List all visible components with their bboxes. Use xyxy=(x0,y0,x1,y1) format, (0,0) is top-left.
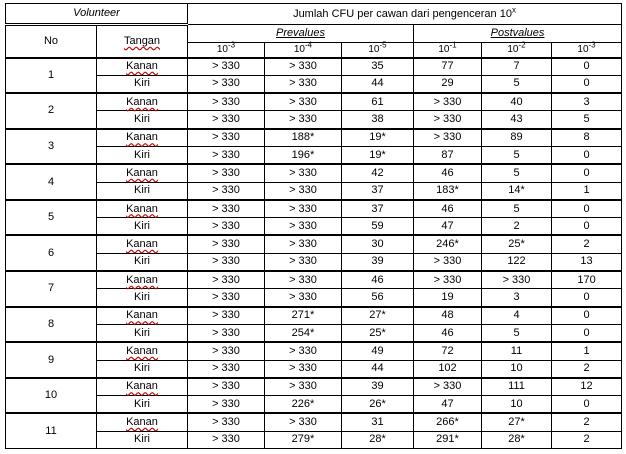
cfu-value: 72 xyxy=(414,342,482,360)
cfu-value: > 330 xyxy=(188,129,265,147)
cfu-value: 196* xyxy=(265,146,342,164)
hand-cell: Kanan xyxy=(97,235,188,253)
cfu-value: > 330 xyxy=(188,360,265,378)
cfu-value: > 330 xyxy=(265,378,342,396)
cfu-value: > 330 xyxy=(188,253,265,271)
table-row xyxy=(6,182,622,200)
cfu-value: 44 xyxy=(342,75,414,93)
volunteer-number: 3 xyxy=(6,129,97,165)
table-row xyxy=(6,307,622,325)
volunteer-number: 6 xyxy=(6,235,97,271)
cfu-value: > 330 xyxy=(265,342,342,360)
volunteer-header: Volunteer xyxy=(6,4,188,25)
hand-cell: Kiri xyxy=(97,218,188,236)
cfu-value: > 330 xyxy=(188,182,265,200)
cfu-value: 46 xyxy=(414,200,482,218)
cfu-value: 111 xyxy=(482,378,552,396)
hand-cell: Kiri xyxy=(97,146,188,164)
volunteer-number: 9 xyxy=(6,342,97,378)
cfu-value: > 330 xyxy=(265,271,342,289)
cfu-value: 14* xyxy=(482,182,552,200)
cfu-value: > 330 xyxy=(265,253,342,271)
hand-cell: Kiri xyxy=(97,111,188,129)
dilution-base: 10 xyxy=(577,44,589,56)
dilution-base: 10 xyxy=(507,44,519,56)
cfu-value: > 330 xyxy=(265,164,342,182)
cfu-value: 44 xyxy=(342,360,414,378)
volunteer-number: 5 xyxy=(6,200,97,236)
table-row xyxy=(6,413,622,431)
hand-cell: Kanan xyxy=(97,342,188,360)
cfu-value: > 330 xyxy=(188,200,265,218)
cfu-value: > 330 xyxy=(414,253,482,271)
cfu-value: > 330 xyxy=(265,413,342,431)
hand-cell: Kiri xyxy=(97,289,188,307)
hand-cell: Kanan xyxy=(97,164,188,182)
table-row xyxy=(6,431,622,448)
cfu-value: 1 xyxy=(552,342,622,360)
volunteer-number: 11 xyxy=(6,413,97,448)
cfu-value: 291* xyxy=(414,431,482,448)
table-header xyxy=(6,4,622,58)
cfu-value: 49 xyxy=(342,342,414,360)
cfu-value: > 330 xyxy=(265,289,342,307)
volunteer-number: 2 xyxy=(6,93,97,129)
cfu-value: > 330 xyxy=(414,378,482,396)
table-row xyxy=(6,58,622,76)
cfu-value: 19* xyxy=(342,129,414,147)
cfu-value: 59 xyxy=(342,218,414,236)
table-row xyxy=(6,396,622,414)
dilution-exponent: -1 xyxy=(449,40,457,50)
cfu-value: 254* xyxy=(265,324,342,342)
hand-cell: Kiri xyxy=(97,182,188,200)
cfu-value: > 330 xyxy=(265,75,342,93)
cfu-value: 10 xyxy=(482,396,552,414)
cfu-value: 43 xyxy=(482,111,552,129)
table-row xyxy=(6,342,622,360)
table-row xyxy=(6,111,622,129)
hand-cell: Kanan xyxy=(97,129,188,147)
dilution-exponent: -4 xyxy=(305,40,313,50)
cfu-value: 89 xyxy=(482,129,552,147)
table-row xyxy=(6,129,622,147)
hand-cell: Kiri xyxy=(97,396,188,414)
hand-cell: Kiri xyxy=(97,431,188,448)
dilution-base: 10 xyxy=(438,44,450,56)
cfu-value: > 330 xyxy=(188,75,265,93)
cfu-value: 27* xyxy=(342,307,414,325)
dilution-header xyxy=(414,40,482,58)
cfu-value: 102 xyxy=(414,360,482,378)
cfu-value: 19 xyxy=(414,289,482,307)
table-row xyxy=(6,218,622,236)
cfu-value: 47 xyxy=(414,218,482,236)
cfu-value: 0 xyxy=(552,75,622,93)
cfu-value: 122 xyxy=(482,253,552,271)
cfu-value: 13 xyxy=(552,253,622,271)
cfu-value: > 330 xyxy=(188,289,265,307)
cfu-value: > 330 xyxy=(188,342,265,360)
cfu-value: 38 xyxy=(342,111,414,129)
cfu-value: 5 xyxy=(482,324,552,342)
dilution-exponent: -5 xyxy=(379,40,387,50)
cfu-value: 27* xyxy=(482,413,552,431)
cfu-value: 46 xyxy=(414,164,482,182)
cfu-value: 0 xyxy=(552,324,622,342)
cfu-value: > 330 xyxy=(265,235,342,253)
cfu-value: 188* xyxy=(265,129,342,147)
cfu-value: 5 xyxy=(482,200,552,218)
cfu-value: 39 xyxy=(342,253,414,271)
cfu-value: > 330 xyxy=(265,93,342,111)
dilution-base: 10 xyxy=(293,44,305,56)
cfu-value: > 330 xyxy=(414,93,482,111)
volunteer-number: 1 xyxy=(6,58,97,94)
cfu-value: 31 xyxy=(342,413,414,431)
hand-cell: Kanan xyxy=(97,307,188,325)
cfu-value: 39 xyxy=(342,378,414,396)
hand-cell: Kiri xyxy=(97,253,188,271)
cfu-value: 48 xyxy=(414,307,482,325)
cfu-value: > 330 xyxy=(265,182,342,200)
cfu-value: > 330 xyxy=(188,93,265,111)
dilution-exponent: -3 xyxy=(228,40,236,50)
cfu-value: 5 xyxy=(552,111,622,129)
volunteer-number: 8 xyxy=(6,307,97,343)
table-row xyxy=(6,271,622,289)
dilution-header xyxy=(265,40,342,58)
cfu-value: > 330 xyxy=(188,307,265,325)
cfu-value: 0 xyxy=(552,200,622,218)
dilution-exponent: -2 xyxy=(518,40,526,50)
volunteer-number: 7 xyxy=(6,271,97,307)
cfu-value: 87 xyxy=(414,146,482,164)
cfu-value: 3 xyxy=(482,289,552,307)
cfu-value: 0 xyxy=(552,146,622,164)
table-row xyxy=(6,360,622,378)
cfu-value: 5 xyxy=(482,146,552,164)
table-row xyxy=(6,164,622,182)
cfu-value: 2 xyxy=(552,235,622,253)
volunteer-number: 10 xyxy=(6,378,97,414)
postvalues-header: Postvalues xyxy=(414,25,622,43)
cfu-value: 8 xyxy=(552,129,622,147)
cfu-value: > 330 xyxy=(414,111,482,129)
cfu-value: 7 xyxy=(482,58,552,76)
cfu-value: > 330 xyxy=(265,200,342,218)
cfu-value: 47 xyxy=(414,396,482,414)
cfu-value: 1 xyxy=(552,182,622,200)
cfu-value: > 330 xyxy=(188,271,265,289)
table-body xyxy=(6,58,622,449)
cfu-value: 0 xyxy=(552,396,622,414)
cfu-value: > 330 xyxy=(188,164,265,182)
cfu-value: 19* xyxy=(342,146,414,164)
hand-cell: Kiri xyxy=(97,75,188,93)
hand-cell: Kanan xyxy=(97,271,188,289)
hand-cell: Kanan xyxy=(97,93,188,111)
cfu-value: 5 xyxy=(482,164,552,182)
cfu-value: 12 xyxy=(552,378,622,396)
cfu-value: 183* xyxy=(414,182,482,200)
cfu-value: > 330 xyxy=(188,218,265,236)
cfu-value: 30 xyxy=(342,235,414,253)
cfu-value: 37 xyxy=(342,200,414,218)
cfu-value: 3 xyxy=(552,93,622,111)
cfu-value: 61 xyxy=(342,93,414,111)
dilution-exponent: -3 xyxy=(588,40,596,50)
table-row xyxy=(6,253,622,271)
cfu-value: > 330 xyxy=(414,271,482,289)
cfu-value: > 330 xyxy=(482,271,552,289)
dilution-base: 10 xyxy=(216,44,228,56)
dilution-header xyxy=(188,40,265,58)
cfu-value: 40 xyxy=(482,93,552,111)
cfu-value: 28* xyxy=(342,431,414,448)
cfu-table xyxy=(5,3,622,449)
cfu-value: 25* xyxy=(482,235,552,253)
dilution-header xyxy=(552,40,622,58)
cfu-value: 10 xyxy=(482,360,552,378)
cfu-value: > 330 xyxy=(188,378,265,396)
cfu-value: > 330 xyxy=(188,111,265,129)
cfu-value: 2 xyxy=(552,431,622,448)
cfu-value: > 330 xyxy=(188,431,265,448)
cfu-value: 4 xyxy=(482,307,552,325)
cfu-value: > 330 xyxy=(265,360,342,378)
table-row xyxy=(6,146,622,164)
tangan-header: Tangan xyxy=(97,25,188,58)
cfu-value: 35 xyxy=(342,58,414,76)
cfu-value: 28* xyxy=(482,431,552,448)
table-row xyxy=(6,200,622,218)
no-header: No xyxy=(6,25,97,58)
cfu-value: 271* xyxy=(265,307,342,325)
cfu-value: 170 xyxy=(552,271,622,289)
table-row xyxy=(6,235,622,253)
cfu-value: > 330 xyxy=(188,413,265,431)
cfu-value: 0 xyxy=(552,218,622,236)
hand-cell: Kiri xyxy=(97,324,188,342)
cfu-value: > 330 xyxy=(188,396,265,414)
hand-cell: Kiri xyxy=(97,360,188,378)
cfu-value: 266* xyxy=(414,413,482,431)
hand-cell: Kanan xyxy=(97,378,188,396)
table-row xyxy=(6,378,622,396)
hand-cell: Kanan xyxy=(97,58,188,76)
cfu-header xyxy=(188,4,622,25)
cfu-value: 0 xyxy=(552,307,622,325)
cfu-value: 26* xyxy=(342,396,414,414)
cfu-value: 11 xyxy=(482,342,552,360)
cfu-value: 0 xyxy=(552,58,622,76)
dilution-header xyxy=(482,40,552,58)
cfu-value: 2 xyxy=(482,218,552,236)
cfu-value: > 330 xyxy=(188,235,265,253)
table-row xyxy=(6,289,622,307)
cfu-value: 46 xyxy=(414,324,482,342)
cfu-value: 279* xyxy=(265,431,342,448)
cfu-value: 46 xyxy=(342,271,414,289)
cfu-value: 0 xyxy=(552,289,622,307)
cfu-value: > 330 xyxy=(188,324,265,342)
cfu-value: 2 xyxy=(552,360,622,378)
cfu-value: > 330 xyxy=(265,218,342,236)
cfu-value: 226* xyxy=(265,396,342,414)
cfu-value: 77 xyxy=(414,58,482,76)
cfu-value: > 330 xyxy=(414,129,482,147)
table-row xyxy=(6,75,622,93)
table-row xyxy=(6,93,622,111)
hand-cell: Kanan xyxy=(97,413,188,431)
cfu-value: > 330 xyxy=(188,146,265,164)
volunteer-number: 4 xyxy=(6,164,97,200)
cfu-value: 246* xyxy=(414,235,482,253)
dilution-base: 10 xyxy=(368,44,380,56)
cfu-value: 25* xyxy=(342,324,414,342)
cfu-value: 37 xyxy=(342,182,414,200)
cfu-value: 2 xyxy=(552,413,622,431)
cfu-value: 0 xyxy=(552,164,622,182)
cfu-header-sup: x xyxy=(511,4,516,14)
prevalues-header: Prevalues xyxy=(188,25,414,43)
cfu-header-text: Jumlah CFU per cawan dari pengenceran 10 xyxy=(293,7,512,20)
dilution-header xyxy=(342,40,414,58)
cfu-value: 42 xyxy=(342,164,414,182)
cfu-value: 29 xyxy=(414,75,482,93)
cfu-value: 56 xyxy=(342,289,414,307)
hand-cell: Kanan xyxy=(97,200,188,218)
cfu-value: 5 xyxy=(482,75,552,93)
cfu-value: > 330 xyxy=(188,58,265,76)
cfu-value: > 330 xyxy=(265,111,342,129)
table-row xyxy=(6,324,622,342)
cfu-value: > 330 xyxy=(265,58,342,76)
